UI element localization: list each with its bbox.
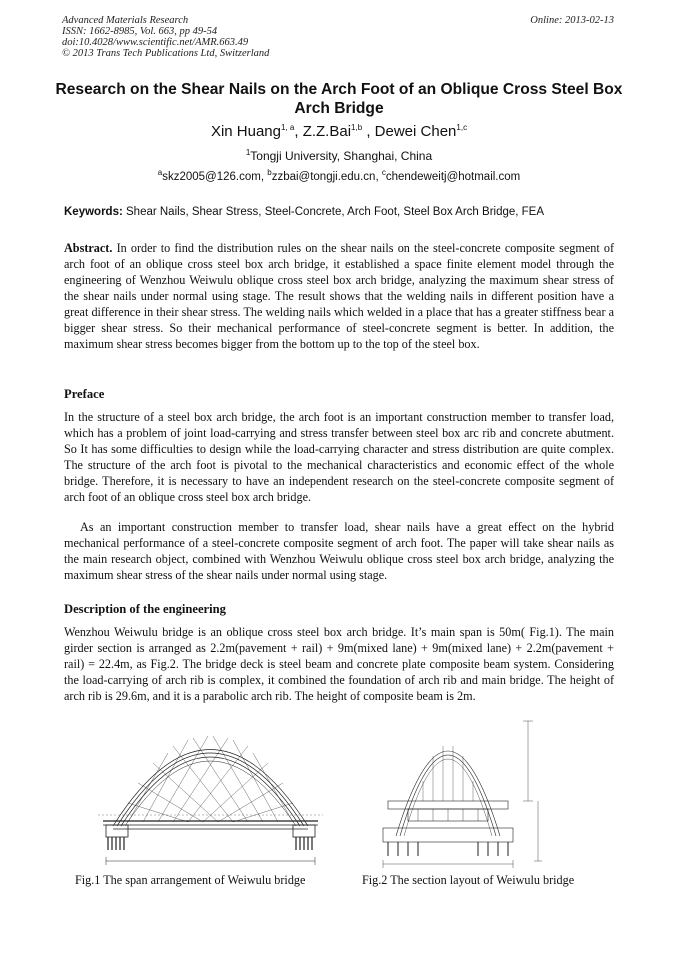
author-list: Xin Huang$^{1, a}$, Z.Z.Bai$^{1,b}$ , Dewei Chen$^{1,c}$ bbox=[210, 123, 468, 140]
author-sup: 1,c bbox=[456, 123, 468, 132]
abstract bbox=[64, 240, 614, 352]
keywords-text: Shear Nails, Shear Stress, Steel-Concrete, Arch Foot, Steel Box Arch Bridge, FEA bbox=[126, 206, 545, 218]
journal-header bbox=[62, 15, 269, 59]
author-name: Z.Z.Bai bbox=[302, 123, 352, 140]
affiliation bbox=[0, 149, 678, 163]
author-sup: 1,b bbox=[351, 123, 363, 132]
abstract-text: In order to find the distribution rules on the shear nails on the steel-concrete composite segment of arch foot of an oblique cross steel box arch bridge, it established a space finite element model through the engineering of Wenzhou Weiwulu oblique cross steel box arch bridge, analyzing the maximum shear stress of the shear nails under normal using stage. The result shows that the welding nails in different position have a great difference in their shear stress. The welding nails which welded in a place that has a greater stiffness bear a bigger shear stress. So their mechanical performance of steel-concrete segment is better. In addition, the maximum shear stress becomes bigger from the bottom up to the top of the steel box. bbox=[64, 241, 615, 351]
figure-span-arrangement bbox=[98, 718, 323, 868]
online-date: Online: 2013-02-13 bbox=[530, 15, 614, 26]
email-sup: a bbox=[157, 168, 163, 178]
author-name: Dewei Chen bbox=[374, 123, 457, 140]
author-name: Xin Huang bbox=[210, 123, 281, 140]
keywords bbox=[64, 206, 624, 218]
email-link[interactable]: chendeweitj@hotmail.com bbox=[385, 171, 521, 183]
journal-doi: doi:10.4028/www.scientific.net/AMR.663.49 bbox=[62, 37, 249, 48]
email-link[interactable]: skz2005@126.com bbox=[162, 171, 261, 183]
journal-issn: ISSN: 1662-8985, Vol. 663, pp 49-54 bbox=[62, 26, 218, 37]
email-sup: b bbox=[267, 168, 272, 178]
section-heading-description: Description of the engineering bbox=[64, 602, 226, 616]
email-sup: c bbox=[381, 168, 386, 178]
paragraph-preface-1: In the structure of a steel box arch bridge, the arch foot is an important construction member to transfer load, which has a problem of joint load-carrying and stress transfer between steel box arc rib and concrete abutment. So It has some difficulties to design while the load-carrying character and stress distribution are quite complex. The structure of the arch foot is pivotal to the mechanical characteristics and economic effect of the whole bridge. Therefore, it is necessary to have an independent research on the steel-concrete composite segment of arch foot of an oblique cross steel box arch bridge. bbox=[64, 410, 614, 504]
paragraph-preface-2: As an important construction member to transfer load, shear nails have a great effect on the hybrid mechanical performance of a steel-concrete composite segment of arch foot. The paper will take shear nails as the main research object, combined with Wenzhou Weiwulu oblique cross steel box arch bridge, analyzing the maximum shear stress of the shear nails under normal using stage. bbox=[64, 520, 614, 582]
affiliation-text: Tongji University, Shanghai, China bbox=[250, 149, 433, 163]
keywords-label: Keywords: bbox=[64, 206, 123, 218]
paragraph-description: Wenzhou Weiwulu bridge is an oblique cross steel box arch bridge. It’s main span is 50m( Fig.1). The main girder section is arranged as 2.2m(pavement + rail) + 9m(mixed lane) + 9m(mixed lane) + 2.2m(pavement + rail) = 22.4m, as Fig.2. The bridge deck is steel beam and concrete plate composite beam system. Considering the load-carrying of arch rib is complex, it combined the foundation of arch rib and main bridge. The height of arch rib is 29.6m, and it is a parabolic arch rib. The height of composite beam is 2m. bbox=[64, 625, 614, 703]
figure-2-caption: Fig.2 The section layout of Weiwulu bridge bbox=[362, 873, 575, 887]
email-link[interactable]: zzbai@tongji.edu.cn bbox=[271, 171, 376, 183]
affiliation-sup: 1 bbox=[245, 148, 251, 157]
author-sup: 1, a bbox=[281, 123, 295, 132]
section-heading-preface: Preface bbox=[64, 387, 105, 401]
abstract-label: Abstract. bbox=[64, 241, 113, 255]
figure-1-caption: Fig.1 The span arrangement of Weiwulu bridge bbox=[75, 873, 306, 887]
journal-copyright: © 2013 Trans Tech Publications Ltd, Switzerland bbox=[62, 48, 270, 59]
figure-section-layout bbox=[378, 716, 568, 871]
journal-name: Advanced Materials Research bbox=[62, 15, 189, 26]
email-list: $^a$skz2005@126.com, $^b$zzbai@tongji.edu.cn, $^c$chendeweitj@hotmail.com bbox=[157, 168, 521, 183]
paper-title: Research on the Shear Nails on the Arch Foot of an Oblique Cross Steel Box Arch Bridge bbox=[55, 81, 623, 117]
